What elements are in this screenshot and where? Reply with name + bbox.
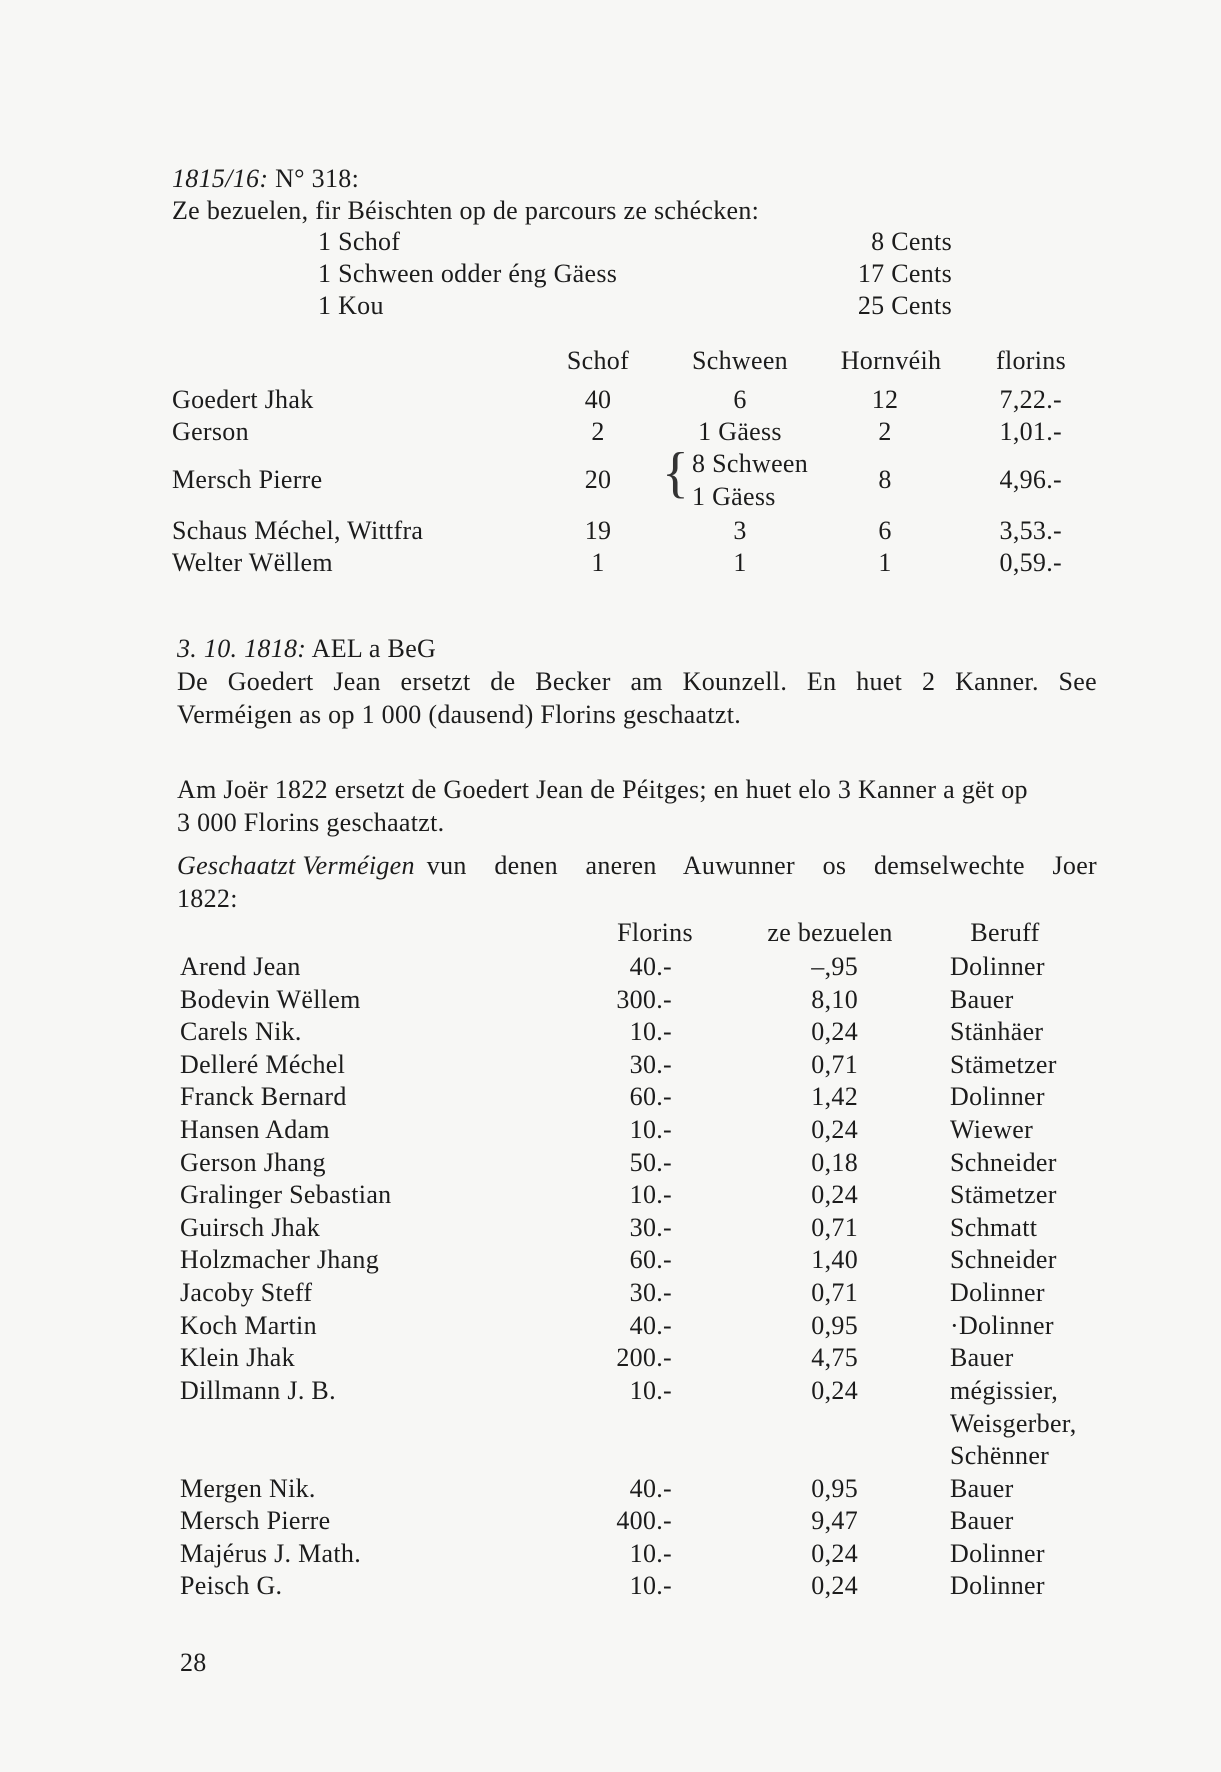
cell-schof: 20 [584, 465, 612, 494]
row-name: Jacoby Steff [180, 1278, 313, 1307]
cell-pay: –,95 [811, 952, 858, 981]
cell-job: Schmatt [950, 1213, 1038, 1242]
cell-pay: 1,42 [811, 1082, 858, 1111]
cell-pay: 1,40 [811, 1245, 858, 1274]
cell-job: Stänhäer [950, 1017, 1044, 1046]
row-name: Mersch Pierre [180, 1506, 331, 1535]
cell-pay: 4,75 [811, 1343, 858, 1372]
column-header: ze bezuelen [767, 918, 893, 947]
cell-florins: 40.- [629, 952, 672, 981]
cell-job: Wiewer [950, 1115, 1034, 1144]
rate-item: 1 Schof [318, 227, 401, 256]
italic-phrase: Geschaatzt Verméigen [177, 851, 415, 880]
brace-symbol: { [662, 442, 689, 504]
cell-job: Bauer [950, 1474, 1014, 1503]
cell-florins: 60.- [629, 1082, 672, 1111]
row-name: Goedert Jhak [172, 385, 314, 414]
cell-florins: 1,01.- [999, 417, 1062, 446]
row-name: Holzmacher Jhang [180, 1245, 379, 1274]
cell-job: Dolinner [950, 1082, 1045, 1111]
cell-horn: 8 [878, 465, 892, 494]
cell-schof: 40 [584, 385, 612, 414]
cell-schof: 19 [584, 516, 612, 545]
column-header: Hornvéih [840, 346, 942, 375]
cell-pay: 0,71 [811, 1050, 858, 1079]
cell-florins: 300.- [616, 985, 672, 1014]
cell-pay: 0,24 [811, 1571, 858, 1600]
heading-date: 1815/16: [172, 164, 269, 193]
row-name: Mersch Pierre [172, 465, 323, 494]
rate-price: 25 Cents [857, 291, 952, 320]
column-header: Florins [617, 918, 693, 947]
cell-florins: 10.- [629, 1376, 672, 1405]
cell-florins: 3,53.- [999, 516, 1062, 545]
cell-florins: 50.- [629, 1148, 672, 1177]
paragraph-line: De Goedert Jean ersetzt de Becker am Kounzell. En huet 2 Kanner. See [177, 667, 1097, 696]
row-name: Delleré Méchel [180, 1050, 346, 1079]
cell-schof: 2 [591, 417, 605, 446]
cell-schween: 8 Schween [692, 449, 809, 478]
section-date-heading [177, 634, 436, 664]
cell-job: Stämetzer [950, 1050, 1057, 1079]
cell-florins: 60.- [629, 1245, 672, 1274]
cell-schof: 1 [591, 548, 605, 577]
cell-pay: 0,24 [811, 1539, 858, 1568]
cell-horn: 1 [878, 548, 892, 577]
row-name: Gerson [172, 417, 249, 446]
intro-line: Ze bezuelen, fir Béischten op de parcours ze schécken: [172, 196, 760, 225]
cell-florins: 40.- [629, 1311, 672, 1340]
cell-job: Dolinner [950, 1539, 1045, 1568]
section-date: 3. 10. 1818: [177, 634, 307, 663]
cell-florins: 40.- [629, 1474, 672, 1503]
column-header: Beruff [970, 918, 1040, 947]
paragraph-line: Am Joër 1822 ersetzt de Goedert Jean de Péitges; en huet elo 3 Kanner a gët op [177, 775, 1028, 804]
cell-florins: 10.- [629, 1571, 672, 1600]
cell-schween: 3 [733, 516, 747, 545]
cell-schween: 1 Gäess [698, 417, 782, 446]
row-name: Carels Nik. [180, 1017, 302, 1046]
paragraph-line: Verméigen as op 1 000 (dausend) Florins geschaatzt. [177, 700, 742, 729]
cell-schween: 1 [733, 548, 747, 577]
cell-horn: 6 [878, 516, 892, 545]
cell-job: ·Dolinner [950, 1311, 1054, 1340]
cell-job: Weisgerber, [950, 1409, 1077, 1438]
cell-job: Dolinner [950, 1278, 1045, 1307]
page-number: 28 [180, 1648, 207, 1677]
cell-pay: 8,10 [811, 985, 858, 1014]
cell-job: Schneider [950, 1245, 1057, 1274]
row-name: Gralinger Sebastian [180, 1180, 392, 1209]
cell-schween: 6 [733, 385, 747, 414]
column-header: Schof [566, 346, 630, 375]
cell-job: mégissier, [950, 1376, 1059, 1405]
cell-horn: 12 [871, 385, 899, 414]
cell-job: Dolinner [950, 952, 1045, 981]
cell-pay: 0,24 [811, 1017, 858, 1046]
cell-pay: 0,24 [811, 1115, 858, 1144]
column-header: florins [996, 346, 1066, 375]
row-name: Hansen Adam [180, 1115, 330, 1144]
cell-pay: 0,95 [811, 1311, 858, 1340]
row-name: Schaus Méchel, Wittfra [172, 516, 424, 545]
row-name: Guirsch Jhak [180, 1213, 321, 1242]
paragraph-line: 1822: [177, 884, 238, 913]
row-name: Welter Wëllem [172, 548, 333, 577]
rate-item: 1 Schween odder éng Gäess [318, 259, 618, 288]
cell-florins: 10.- [629, 1539, 672, 1568]
cell-florins: 200.- [616, 1343, 672, 1372]
row-name: Gerson Jhang [180, 1148, 326, 1177]
cell-pay: 0,18 [811, 1148, 858, 1177]
row-name: Peisch G. [180, 1571, 283, 1600]
rate-price: 17 Cents [857, 259, 952, 288]
cell-pay: 9,47 [811, 1506, 858, 1535]
cell-florins: 4,96.- [999, 465, 1062, 494]
row-name: Franck Bernard [180, 1082, 347, 1111]
paragraph-line [177, 851, 1097, 881]
column-header: Schween [692, 346, 788, 375]
cell-schween: 1 Gäess [692, 482, 776, 511]
cell-pay: 0,24 [811, 1376, 858, 1405]
rate-price: 8 Cents [871, 227, 952, 256]
row-name: Klein Jhak [180, 1343, 295, 1372]
cell-job: Schneider [950, 1148, 1057, 1177]
paragraph-text: vun denen aneren Auwunner os demselwechte Joer [426, 851, 1097, 880]
row-name: Dillmann J. B. [180, 1376, 336, 1405]
cell-pay: 0,95 [811, 1474, 858, 1503]
cell-job: Bauer [950, 985, 1014, 1014]
cell-florins: 7,22.- [999, 385, 1062, 414]
heading-number: N° 318: [268, 164, 360, 193]
section-source: AEL a BeG [306, 634, 437, 663]
cell-florins: 10.- [629, 1017, 672, 1046]
cell-horn: 2 [878, 417, 892, 446]
row-name: Koch Martin [180, 1311, 317, 1340]
cell-florins: 400.- [616, 1506, 672, 1535]
row-name: Bodevin Wëllem [180, 985, 361, 1014]
cell-florins: 30.- [629, 1050, 672, 1079]
section-heading [172, 164, 359, 194]
cell-job: Bauer [950, 1506, 1014, 1535]
paragraph-line: 3 000 Florins geschaatzt. [177, 808, 445, 837]
rate-item: 1 Kou [318, 291, 384, 320]
cell-job: Bauer [950, 1343, 1014, 1372]
cell-pay: 0,24 [811, 1180, 858, 1209]
cell-job: Stämetzer [950, 1180, 1057, 1209]
cell-florins: 30.- [629, 1213, 672, 1242]
row-name: Mergen Nik. [180, 1474, 316, 1503]
row-name: Arend Jean [180, 952, 301, 981]
cell-job: Dolinner [950, 1571, 1045, 1600]
row-name: Majérus J. Math. [180, 1539, 361, 1568]
cell-job: Schënner [950, 1441, 1050, 1470]
cell-pay: 0,71 [811, 1278, 858, 1307]
cell-florins: 10.- [629, 1180, 672, 1209]
cell-pay: 0,71 [811, 1213, 858, 1242]
cell-florins: 10.- [629, 1115, 672, 1144]
cell-florins: 0,59.- [999, 548, 1062, 577]
cell-florins: 30.- [629, 1278, 672, 1307]
